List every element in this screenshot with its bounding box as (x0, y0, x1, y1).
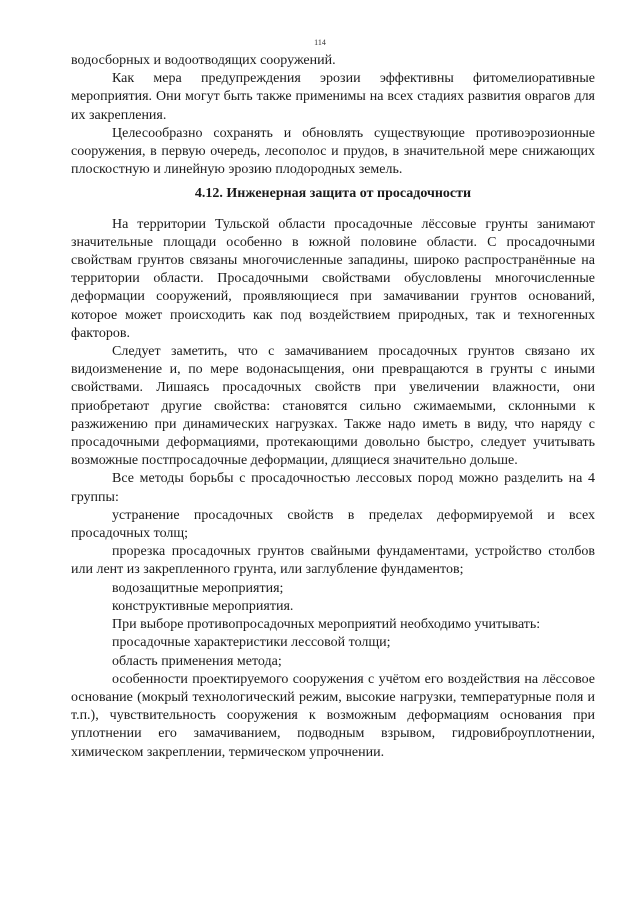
page-number: 114 (314, 38, 326, 47)
list-item: особенности проектируемого сооружения с учётом его воздействия на лёссовое основание (мокрый технологический режим, высокие нагрузки, температурные поля и т.п.), чувствительность сооружения к возможным деформациям основания при уплотнении его замачиванием, подводным взрывом, гидровиброуплотнении, химическом закреплении, термическом упрочнении. (71, 671, 595, 760)
paragraph-anti-erosion-structures: Целесообразно сохранять и обновлять существующие противоэрозионные сооружения, в первую очередь, лесополос и прудов, в значительной мере снижающих плоскостную и линейную эрозию плодородных земель. (71, 125, 595, 178)
paragraph-method-groups: Все методы борьбы с просадочностью лессовых пород можно разделить на 4 группы: (71, 471, 595, 505)
list-item: водозащитные мероприятия; (112, 580, 284, 596)
list-item: конструктивные мероприятия. (112, 598, 294, 614)
paragraph-soaking-effects: Следует заметить, что с замачиванием просадочных грунтов связано их видоизменение и, по мере водонасыщения, они превращаются в грунты с иными свойствами. Лишаясь просадочных свойств при увеличении влажности, они приобретают другие свойства: становятся сильно сжимаемыми, склонными к разжижению при динамических нагрузках. Также надо иметь в виду, что наряду с просадочными деформациями, протекающими довольно быстро, следует учитывать возможные постпросадочные деформации, длящиеся значительно дольше. (71, 344, 595, 469)
list-item: прорезка просадочных грунтов свайными фундаментами, устройство столбов или лент из закрепленного грунта, или заглубление фундаментов; (71, 544, 595, 578)
paragraph-loess-soils: На территории Тульской области просадочные лёссовые грунты занимают значительные площади особенно в южной половине области. С просадочными свойствам грунтов связаны многочисленные западины, широко распространённые на территории области. Просадочными свойствами обусловлены многочисленные деформации сооружений, проявляющиеся при замачивании грунтов оснований, которое может происходить как под воздействием природных, так и техногенных факторов. (71, 216, 595, 341)
paragraph-phytomelioration: Как мера предупреждения эрозии эффективны фитомелиоративные мероприятия. Они могут быть также применимы на всех стадиях развития оврагов для их закрепления. (71, 71, 595, 123)
paragraph-selection-criteria: При выборе противопросадочных мероприятий необходимо учитывать: (112, 617, 541, 633)
list-item: просадочные характеристики лессовой толщи; (112, 635, 391, 651)
paragraph-continuation: водосборных и водоотводящих сооружений. (71, 53, 336, 68)
list-item: область применения метода; (112, 653, 282, 669)
document-body (71, 52, 595, 762)
section-heading: 4.12. Инженерная защита от просадочности (194, 186, 472, 202)
list-item: устранение просадочных свойств в пределах деформируемой и всех просадочных толщ; (71, 507, 595, 542)
